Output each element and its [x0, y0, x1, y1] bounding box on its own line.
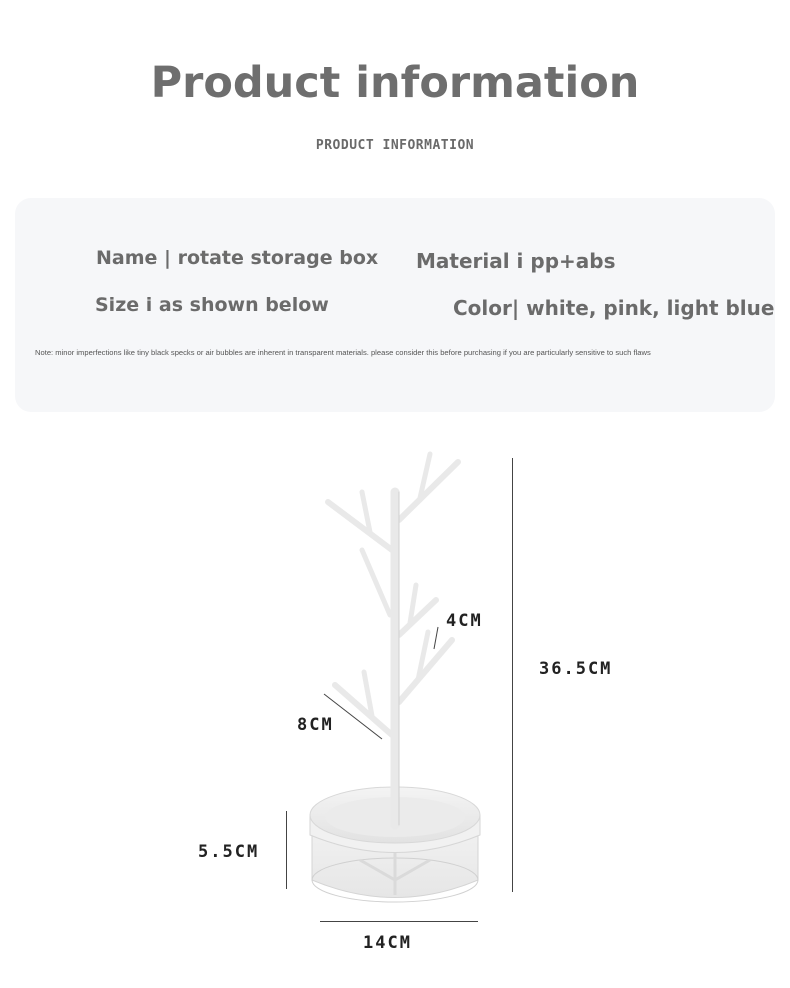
product-note: Note: minor imperfections like tiny black specks or air bubbles are inherent in transparent materials. please consider this before purchasing if you are particularly sensitive to such flaws — [35, 348, 651, 357]
spec-size: Size i as shown below — [95, 294, 329, 316]
spec-color: Color| white, pink, light blue — [453, 296, 775, 320]
dim-branch-large: 8CM — [297, 715, 334, 735]
base-height-line — [286, 811, 287, 889]
spec-material: Material i pp+abs — [416, 249, 616, 273]
dim-total-height: 36.5CM — [539, 659, 613, 679]
page-subtitle: PRODUCT INFORMATION — [315, 138, 475, 153]
base-width-line — [320, 921, 478, 922]
spec-name: Name | rotate storage box — [96, 247, 379, 269]
height-line — [512, 458, 513, 892]
small-branch-leader — [430, 625, 440, 653]
dim-branch-small: 4CM — [446, 611, 483, 631]
spec-card — [15, 198, 775, 412]
dim-base-height: 5.5CM — [198, 842, 260, 862]
page-title: Product information — [150, 58, 640, 108]
dim-base-width: 14CM — [363, 933, 412, 953]
